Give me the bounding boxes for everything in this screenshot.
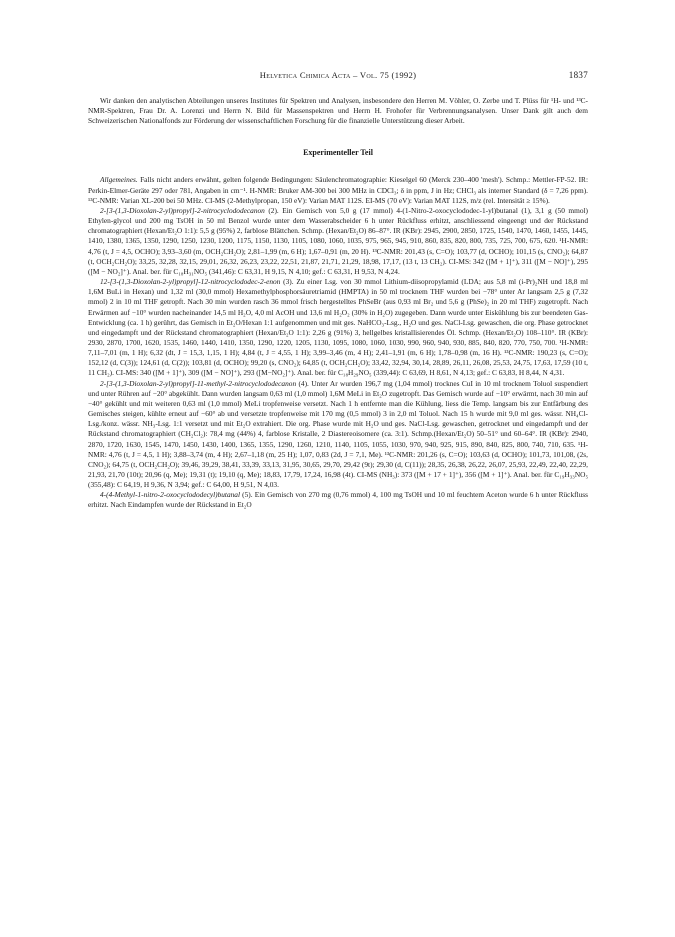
paragraph-body: Falls nicht anders erwähnt, gelten folgende Bedingungen: Säulenchromatographie: Kieselgel 60 (Merck 230–400 'mesh'). Schmp.: Mettler-FP-52. IR: Perkin-Elmer-Geräte 297 oder 781, Angaben in cm⁻¹. H-NMR: Bruker AM-300 bei 300 MHz in CDCl₃; δ in ppm, J in Hz; CHCl₃ als interner Standard (δ = 7,26 ppm). ¹³C-NMR: Varian XL-200 bei 50 MHz. CI-MS (2-Methylpropan, 150 eV): Varian MAT 112S. EI-MS (70 eV): Varian MAT 112S, m/z (rel. Intensität ≥ 15%). [88,175,588,205]
page [88,70,588,511]
paragraph-lead: 12-[3-(1,3-Dioxolan-2-yl)propyl]-12-nitrocyclododec-2-enon [100,277,281,287]
paragraph-compound-3 [88,277,588,379]
paragraph-lead: 2-[3-(1,3-Dioxolan-2-yl)propyl]-2-nitrocyclododecanon [100,205,265,215]
journal-title: Helvetica Chimica Acta – Vol. 75 (1992) [259,70,417,80]
paragraph-body: (5). Ein Gemisch von 270 mg (0,76 mmol) 4, 100 mg TsOH und 10 ml feuchtem Aceton wurde 6 h unter Rückfluss erhitzt. Nach Eindampfen wurde der Rückstand in Et₂O [88,490,588,510]
running-head [88,70,588,84]
paragraph-body: (4). Unter Ar wurden 196,7 mg (1,04 mmol) trocknes CuI in 10 ml trocknem Toluol suspendiert und unter Rühren auf −20° abgekühlt. Dann wurden langsam 0,63 ml (1,0 mmol) 1,6M MeLi in Et₂O zugetropft. Das Gemisch wurde auf −10° erwärmt, nach 30 min auf −40° gekühlt und mit weiteren 0,63 ml (1,0 mmol) MeLi tropfenweise versetzt. Nach 1 h entfernte man die Kühlung, liess die Temp. langsam bis zur Entfärbung des Gemisches steigen, kühlte erneut auf −60° ab und versetzte tropfenweise mit 170 mg (0,5 mmol) 3 in 2,0 ml Toluol. Nach 15 h wurde mit 9,0 ml ges. wässr. NH₄Cl-Lsg./konz. wässr. NH₃-Lsg. 1:1 versetzt und mit Et₂O extrahiert. Die org. Phase wurde mit H₂O und ges. NaCl-Lsg. gewaschen, getrocknet und eingedampft und der Rückstand chromatographiert (CH₂Cl₂): 78,4 mg (44%) 4, farblose Kristalle, 2 Diastereoisomere (ca. 3:1). Schmp.(Hexan/Et₂O) 50–51° und 60–64°. IR (KBr): 2940, 2870, 1720, 1630, 1545, 1470, 1450, 1430, 1400, 1365, 1355, 1290, 1260, 1210, 1140, 1105, 1055, 1030, 970, 940, 925, 915, 890, 840, 825, 800, 740, 710, 635. ¹H-NMR: 4,76 (t, J = 4,5, 1 H); 3,88–3,74 (m, 4 H); 2,67–1,18 (m, 25 H); 1,07, 0,83 (2d, J = 7,1, Me). ¹³C-NMR: 201,26 (s, C=O); 103,63 (d, OCHO); 101,73, 101,08, (2s, CNO₂); 64,75 (t, OCH₂CH₂O); 39,46, 39,29, 38,41, 33,39, 33,13, 31,95, 30,65, 29,70, 29,42 (9t); 29,30 (d, C(11)); 28,35, 26,38, 26,22, 26,07, 25,93, 22,49, 22,40, 22,29, 21,93, 21,70 (10t); 20,96 (q, Me); 19,31 (t); 19,10 (q, Me); 18,83, 17,79, 17,24, 16,98 (4t). CI-MS (NH₃): 373 ([M + 17 + 1]⁺), 356 ([M + 1]⁺). Anal. ber. für C₁₉H₃₃NO₅ (355,48): C 64,19, H 9,36, N 3,94; gef.: C 64,00, H 9,51, N 4,03. [88,378,588,490]
paragraph-compound-5 [88,490,588,510]
acknowledgment-paragraph: Wir danken den analytischen Abteilungen unseres Institutes für Spektren und Analysen, insbesondere den Herren M. Vöhler, O. Zerbe und T. Plüss für ¹H- und ¹³C-NMR-Spektren, Frau Dr. A. Lorenzi und Herrn N. Bild für Massenspektren und Herrn H. Frohofer für Verbrennungsanalysen. Unser Dank gilt auch dem Schweizerischen Nationalfonds zur Förderung der wissenschaftlichen Forschung für die finanzielle Unterstützung dieser Arbeit. [88,96,588,126]
paragraph-compound-4 [88,379,588,491]
paragraph-lead: Allgemeines. [100,175,138,185]
paragraph-lead: 2-[3-(1,3-Dioxolan-2-yl)propyl]-11-methyl-2-nitrocyclododecanon [100,378,297,388]
paragraph-lead: 4-(4-Methyl-1-nitro-2-oxocyclododecyl)butanal [100,490,241,500]
paragraph-body: (3). Zu einer Lsg. von 30 mmol Lithium-diisopropylamid (LDA; aus 5,8 ml (i-Pr)₂NH und 18,8 ml 1,6M BuLi in Hexan) und 1,32 ml (30,0 mmol) Hexamethylphosphorsäuretriamid (HMPTA) in 50 ml trocknem THF wurden bei −78° unter Ar langsam 2,5 g (7,32 mmol) 2 in 10 ml THF getropft. Nach 30 min wurden rasch 36 mmol frisch hergestelltes PhSeBr (aus 0,93 ml Br₂ und 5,6 g (PhSe)₂ in 20 ml THF) zugetropft. Nach Erwärmen auf −10° wurden nacheinander 14,5 ml H₂O, 4,0 ml AcOH und 13,6 ml H₂O₂ (30% in H₂O) zugegeben. Dann wurde unter Eiskühlung bis zur beendeten Gas-Entwicklung (ca. 1 h) gerührt, das Gemisch in Et₂O/Hexan 1:1 aufgenommen und mit ges. NaHCO₃-Lsg., H₂O und ges. NaCl-Lsg. gewaschen, die org. Phase getrocknet und eingedampft und der Rückstand chromatographiert (Hexan/Et₂O 1:1): 2,26 g (91%) 3, hellgelbes kristallisierendes Öl. Schmp. (Hexan/Et₂O) 108–110°. IR (KBr): 2930, 2870, 1700, 1620, 1535, 1460, 1440, 1410, 1350, 1290, 1220, 1205, 1130, 1095, 1080, 1060, 1030, 990, 960, 940, 930, 885, 840, 820, 770, 750, 700. ¹H-NMR: 7,11–7,01 (m, 1 H); 6,32 (dt, J = 15,3, 1,15, 1 H); 4,84 (t, J = 4,55, 1 H); 3,99–3,46 (m, 4 H); 2,41–1,91 (m, 6 H); 1,78–0,98 (m, 16 H). ¹³C-NMR: 190,23 (s, C=O); 152,12 (d, C(3)); 124,61 (d, C(2)); 103,81 (d, OCHO); 99,20 (s, CNO₂); 64,85 (t, OCH₂CH₂O); 33,42, 32,94, 30,14, 28,89, 26,11, 26,08, 25,53, 24,75, 17,63, 17,59 (10 t, 11 CH₂). CI-MS: 340 ([M + 1]⁺), 309 ([M − NO]⁺), 293 ([M−NO₂]⁺). Anal. ber. für C₁₈H₂₉NO₅ (339,44): C 63,69, H 8,61, N 4,13; gef.: C 63,83, H 8,44, N 4,31. [88,277,588,378]
section-title: Experimenteller Teil [303,148,373,158]
page-number: 1837 [568,70,588,80]
paragraph-body: (2). Ein Gemisch von 5,0 g (17 mmol) 4-(1-Nitro-2-oxocyclododec-1-yl)butanal (1), 3,1 g (50 mmol) Ethylen-glycol und 200 mg TsOH in 50 ml Benzol wurde unter dem Wasserabscheider 6 h unter Rückfluss erhitzt, anschliessend eingeengt und der Rückstand chromatographiert (Hexan/Et₂O 1:1): 5,5 g (95%) 2, farblose Blättchen. Schmp. (Hexan/Et₂O) 86–87°. IR (KBr): 2945, 2900, 2850, 1725, 1540, 1470, 1460, 1455, 1445, 1410, 1380, 1365, 1350, 1290, 1250, 1230, 1200, 1175, 1150, 1130, 1105, 1080, 1060, 1035, 975, 965, 945, 910, 860, 835, 820, 800, 735, 725, 700, 675, 620. ¹H-NMR: 4,76 (t, J = 4,5, OCHO); 3,93–3,60 (m, OCH₂CH₂O); 2,81–1,99 (m, 6 H); 1,67–0,91 (m, 20 H). ¹³C-NMR: 201,43 (s, C=O); 103,77 (d, OCHO); 101,15 (s, CNO₂); 64,87 (t, OCH₂CH₂O); 33,25, 32,28, 32,15, 29,01, 26,32, 26,23, 23,22, 22,51, 21,87, 21,71, 21,29, 18,98, 17,17, (13 t, 13 CH₂). CI-MS: 342 ([M + 1]⁺), 311 ([M − NO]⁺), 295 ([M − NO₂]⁺). Anal. ber. für C₁₈H₃₁NO₅ (341,46): C 63,31, H 9,15, N 4,10; gef.: C 63,31, H 9,53, N 4,24. [88,205,588,276]
paragraph-compound-2 [88,206,588,277]
paragraph-general [88,175,588,205]
